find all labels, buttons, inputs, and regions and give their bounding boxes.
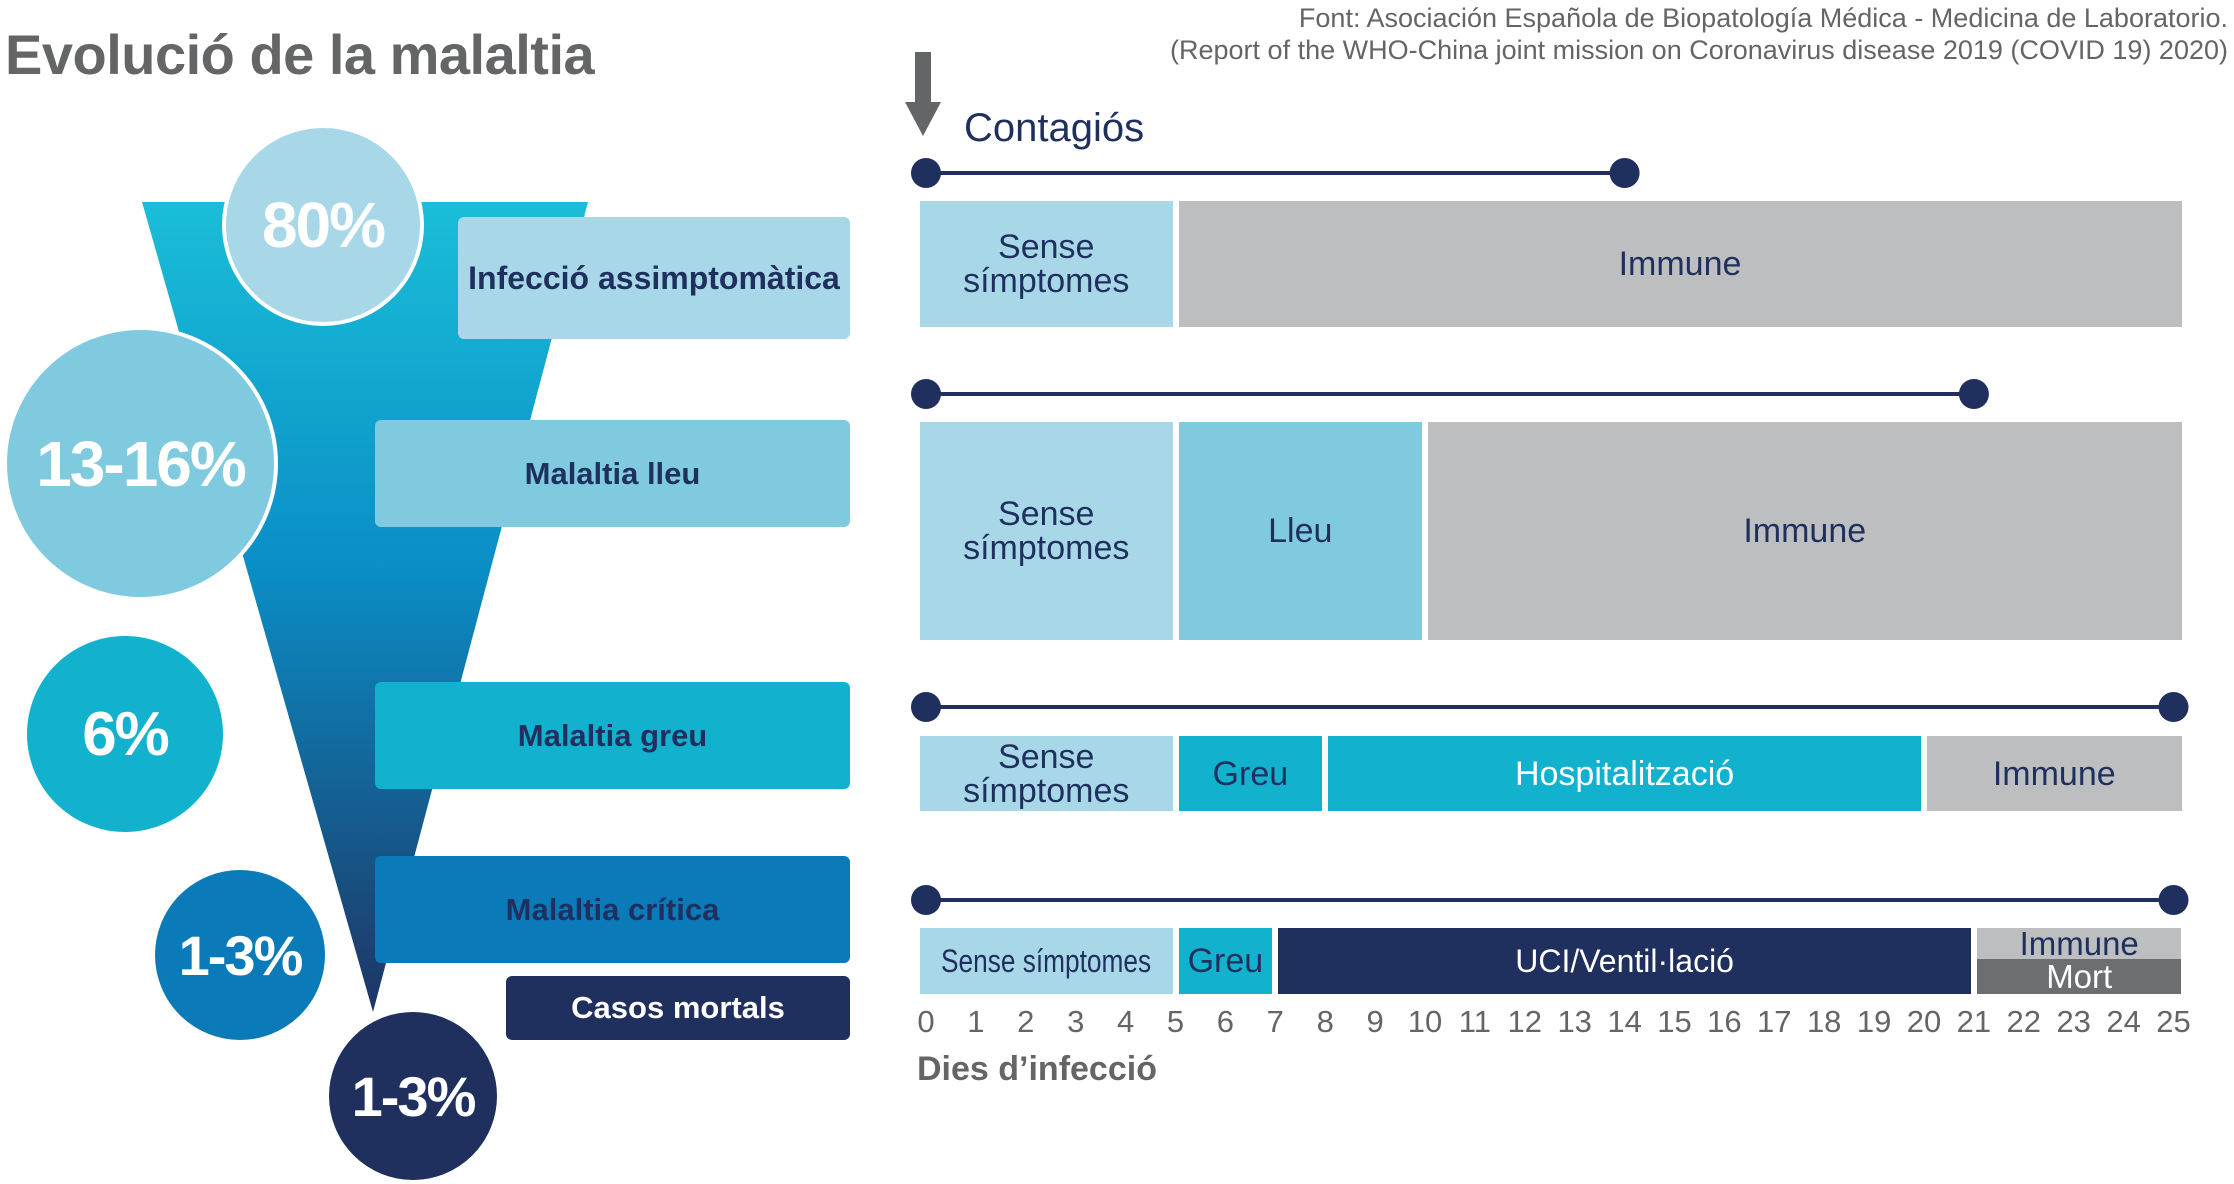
segment-label: Sense símptomes: [941, 943, 1152, 979]
day-tick-label: 17: [1757, 1004, 1792, 1039]
timeline-segment: [920, 201, 1173, 327]
contagious-end-dot: [2159, 692, 2189, 722]
category-asymptomatic: Infecció assimptomàtica: [458, 217, 850, 339]
day-tick-label: 22: [2006, 1004, 2042, 1039]
source-line-2: (Report of the WHO-China joint mission on Coronavirus disease 2019 (COVID 19) 2020): [1170, 35, 2228, 65]
segment-label: Immune: [1743, 512, 1867, 550]
day-tick-label: 24: [2106, 1004, 2141, 1039]
segment-label: Mort: [2046, 959, 2113, 994]
day-tick-label: 19: [1856, 1004, 1892, 1039]
day-tick-label: 5: [1166, 1004, 1185, 1039]
segment-label: UCI/Ventil·lació: [1515, 943, 1734, 979]
category-mild: Malaltia lleu: [375, 420, 850, 527]
day-tick-label: 0: [917, 1004, 935, 1039]
segment-label: Sense: [998, 228, 1095, 266]
day-tick-label: 7: [1266, 1004, 1284, 1039]
segment-label: Hospitalització: [1514, 754, 1735, 793]
timeline-segment: [920, 928, 1173, 994]
axis-label: Dies d’infecció: [917, 1050, 1157, 1088]
day-tick-label: 2: [1017, 1004, 1035, 1039]
timeline-segment: [920, 422, 1173, 640]
category-critical: Malaltia crítica: [375, 856, 850, 963]
contagious-label: Contagiós: [964, 106, 1145, 150]
day-tick-label: 10: [1407, 1004, 1443, 1039]
timeline-segment: [1278, 928, 1971, 994]
day-tick-label: 21: [1956, 1004, 1992, 1039]
percentage-circle-asymptomatic: 80%: [222, 124, 424, 326]
timeline-segment: [920, 736, 1173, 811]
segment-label: Greu: [1187, 942, 1264, 980]
segment-label: Greu: [1212, 754, 1289, 793]
segment-label: Immune: [2019, 928, 2139, 959]
day-tick-label: 23: [2056, 1004, 2091, 1039]
segment-label: símptomes: [963, 771, 1130, 810]
contagious-start-dot: [911, 692, 941, 722]
day-tick-label: 25: [2156, 1004, 2191, 1039]
timeline-segment: [1328, 736, 1921, 811]
timeline-segment: [1927, 736, 2182, 811]
contagious-end-dot: [1610, 158, 1640, 188]
day-tick-label: 3: [1067, 1004, 1085, 1039]
percentage-circle-critical: 1-3%: [151, 866, 329, 1044]
day-tick-label: 13: [1557, 1004, 1592, 1039]
source-line-1: Font: Asociación Española de Biopatología Médica - Medicina de Laboratorio.: [1298, 3, 2228, 33]
percentage-circle-mild: 13-16%: [3, 326, 278, 601]
day-tick-label: 18: [1806, 1004, 1842, 1039]
timeline-segment: [1977, 928, 2182, 959]
contagious-end-dot: [1959, 379, 1989, 409]
day-tick-label: 6: [1216, 1004, 1235, 1039]
contagious-start-dot: [911, 379, 941, 409]
segment-label: Lleu: [1268, 512, 1333, 550]
percentage-circle-deaths: 1-3%: [325, 1008, 501, 1184]
category-severe: Malaltia greu: [375, 682, 850, 789]
day-tick-label: 15: [1657, 1004, 1692, 1039]
day-tick-label: 20: [1906, 1004, 1942, 1039]
timeline-segment: [1179, 736, 1323, 811]
day-tick-label: 16: [1707, 1004, 1742, 1039]
day-tick-label: 1: [967, 1004, 985, 1039]
segment-label: símptomes: [963, 262, 1130, 300]
day-tick-label: 9: [1366, 1004, 1384, 1039]
segment-label: Immune: [1992, 754, 2116, 793]
timeline-segment: [1179, 201, 2182, 327]
segment-label: Sense: [998, 737, 1095, 776]
segment-label: símptomes: [963, 529, 1130, 567]
page-title: Evolució de la malaltia: [5, 23, 595, 86]
segment-label: Immune: [1618, 245, 1742, 283]
category-deaths: Casos mortals: [506, 976, 850, 1040]
day-tick-label: 14: [1607, 1004, 1642, 1039]
contagious-start-dot: [911, 158, 941, 188]
segment-label: Sense: [998, 495, 1095, 533]
day-tick-label: 12: [1507, 1004, 1543, 1039]
day-tick-label: 4: [1116, 1004, 1135, 1039]
percentage-circle-severe: 6%: [27, 636, 223, 832]
day-tick-label: 8: [1316, 1004, 1334, 1039]
day-tick-label: 11: [1458, 1004, 1491, 1039]
timeline-segment: [1977, 959, 2182, 994]
contagious-end-dot: [2159, 885, 2189, 915]
timeline-segment: [1179, 928, 1273, 994]
timeline-segment: [1428, 422, 2182, 640]
contagious-start-dot: [911, 885, 941, 915]
timeline-segment: [1179, 422, 1423, 640]
